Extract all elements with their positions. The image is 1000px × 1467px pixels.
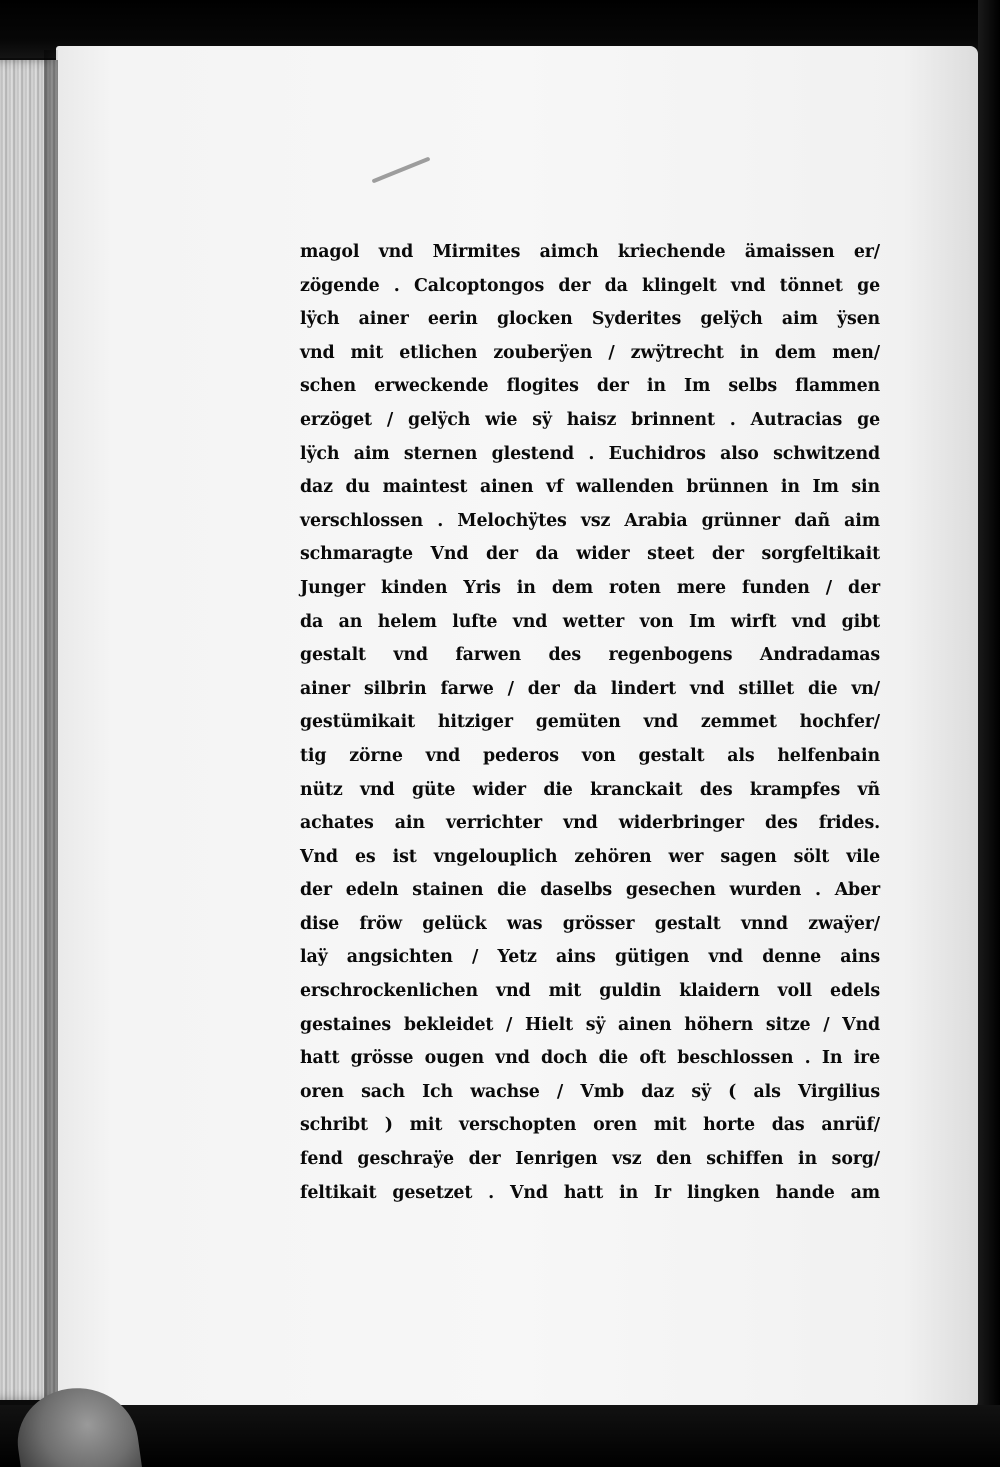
text-line: feltikait gesetzet . Vnd hatt in Ir lingken hande am xyxy=(300,1182,880,1203)
text-line: dise fröw gelück was grösser gestalt vnnd zwaÿer/ xyxy=(300,913,880,934)
text-line: oren sach Ich wachse / Vmb daz sÿ ( als Virgilius xyxy=(300,1081,880,1102)
text-line: schen erweckende flogites der in Im selbs flammen xyxy=(300,376,880,397)
text-block xyxy=(300,236,880,1210)
text-line: lÿch ainer eerin glocken Syderites gelÿch aim ÿsen xyxy=(300,309,880,330)
text-line: gestalt vnd farwen des regenbogens Andradamas xyxy=(300,645,880,666)
text-line: Vnd es ist vngelouplich zehören wer sagen sölt vile xyxy=(300,846,880,867)
text-line: schmaragte Vnd der da wider steet der sorgfeltikait xyxy=(300,544,880,565)
text-line: erzöget / gelÿch wie sÿ haisz brinnent . Autracias ge xyxy=(300,409,880,430)
text-line: hatt grösse ougen vnd doch die oft beschlossen . In ire xyxy=(300,1048,880,1069)
gutter-shadow xyxy=(44,50,58,1410)
text-line: gestümikait hitziger gemüten vnd zemmet hochfer/ xyxy=(300,712,880,733)
text-line: daz du maintest ainen vf wallenden brünnen in Im sin xyxy=(300,477,880,498)
text-line: verschlossen . Melochÿtes vsz Arabia grünner dañ aim xyxy=(300,510,880,531)
text-line: fend geschraÿe der Ienrigen vsz den schiffen in sorg/ xyxy=(300,1149,880,1170)
text-line: achates ain verrichter vnd widerbringer des frides. xyxy=(300,813,880,834)
text-line: gestaines bekleidet / Hielt sÿ ainen höhern sitze / Vnd xyxy=(300,1014,880,1035)
text-line: magol vnd Mirmites aimch kriechende ämaissen er/ xyxy=(300,242,880,262)
scanner-right-edge xyxy=(978,0,1000,1467)
scanner-bottom-edge xyxy=(0,1405,1000,1467)
text-line: ainer silbrin farwe / der da lindert vnd stillet die vn/ xyxy=(300,678,880,699)
text-line: vnd mit etlichen zouberÿen / zwÿtrecht in dem men/ xyxy=(300,342,880,363)
text-line: tig zörne vnd pederos von gestalt als helfenbain xyxy=(300,745,880,766)
text-line: lÿch aim sternen glestend . Euchidros also schwitzend xyxy=(300,443,880,464)
text-line: da an helem lufte vnd wetter von Im wirft vnd gibt xyxy=(300,611,880,632)
text-line: laÿ angsichten / Yetz ains gütigen vnd denne ains xyxy=(300,947,880,968)
text-line: erschrockenlichen vnd mit guldin klaidern voll edels xyxy=(300,981,880,1002)
text-line: nütz vnd güte wider die kranckait des krampfes vñ xyxy=(300,779,880,800)
text-line: Junger kinden Yris in dem roten mere funden / der xyxy=(300,577,880,598)
text-line: zögende . Calcoptongos der da klingelt vnd tönnet ge xyxy=(300,275,880,296)
text-line: schribt ) mit verschopten oren mit horte das anrüf/ xyxy=(300,1115,880,1136)
text-line: der edeln stainen die daselbs gesechen wurden . Aber xyxy=(300,880,880,901)
